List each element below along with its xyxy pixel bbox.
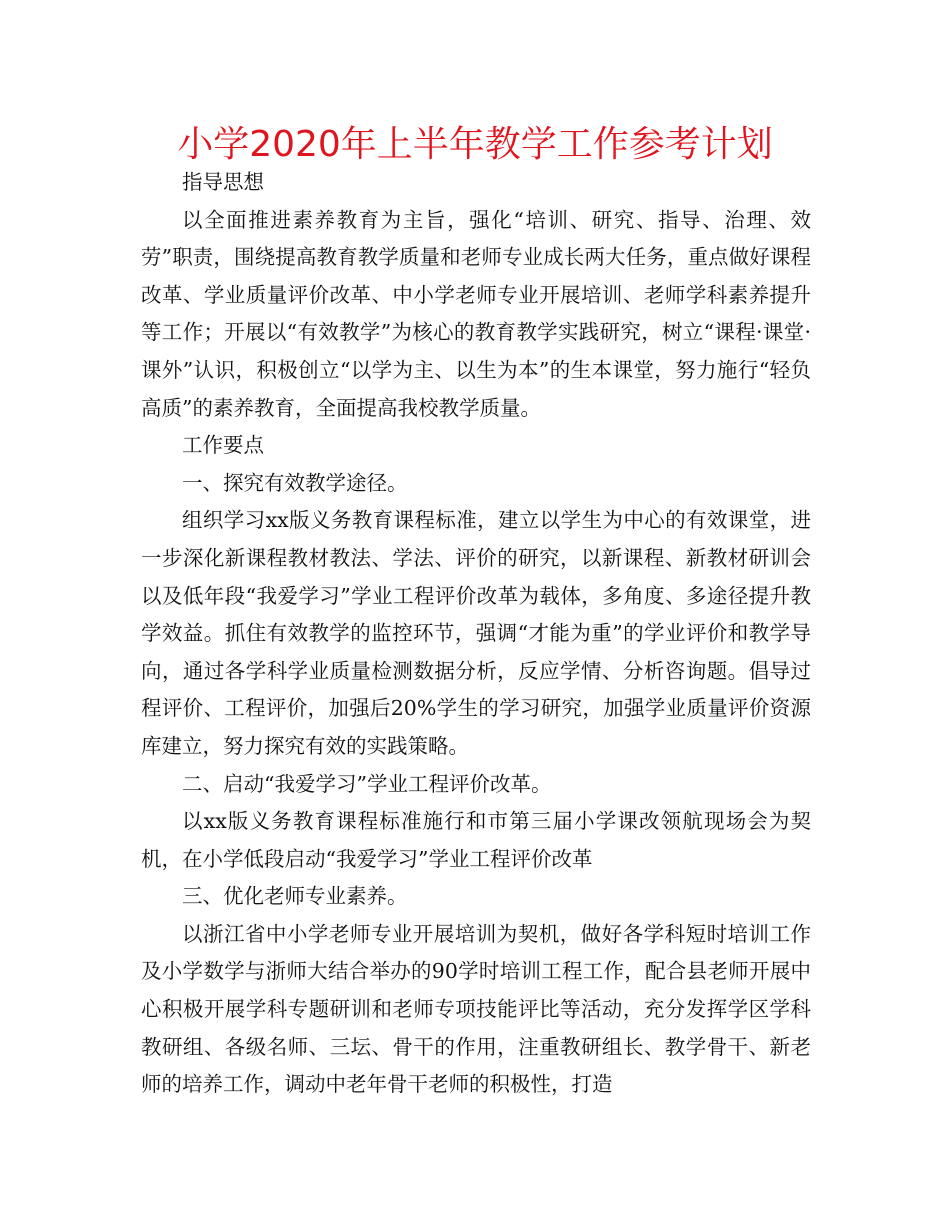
document-title: 小学2020年上半年教学工作参考计划 — [177, 124, 773, 165]
document-body — [141, 164, 811, 1104]
section-heading-2: 二、启动“我爱学习”学业工程评价改革。 — [182, 771, 552, 796]
section-heading-3: 三、优化老师专业素养。 — [182, 884, 408, 909]
section-heading-1: 一、探究有效教学途径。 — [182, 470, 408, 495]
heading-work-points: 工作要点 — [182, 433, 264, 458]
paragraph-section-1: 组织学习xx版义务教育课程标准，建立以学生为中心的有效课堂，进一步深化新课程教材教法、学法、评价的研究，以新课程、新教材研训会以及低年段“我爱学习”学业工程评价改革为载体，多角度、多途径提升教学效益。抓住有效教学的监控环节，强调“才能为重”的学业评价和教学导向，通过各学科学业质量检测数据分析，反应学情、分析咨询题。倡导过程评价、工程评价，加强后20%学生的学习研究，加强学业质量评价资源库建立，努力探究有效的实践策略。 — [141, 508, 811, 758]
paragraph-section-3: 以浙江省中小学老师专业开展培训为契机，做好各学科短时培训工作及小学数学与浙师大结合举办的90学时培训工程工作，配合县老师开展中心积极开展学科专题研训和老师专项技能评比等活动，充分发挥学区学科教研组、各级名师、三坛、骨干的作用，注重教研组长、教学骨干、新老师的培养工作，调动中老年骨干老师的积极性，打造 — [141, 921, 811, 1097]
heading-guiding-ideology: 指导思想 — [182, 170, 264, 194]
paragraph-section-2: 以xx版义务教育课程标准施行和市第三届小学课改领航现场会为契机，在小学低段启动“我爱学习”学业工程评价改革 — [141, 809, 811, 871]
paragraph-guiding-ideology: 以全面推进素养教育为主旨，强化“培训、研究、指导、治理、效劳”职责，围绕提高教育教学质量和老师专业成长两大任务，重点做好课程改革、学业质量评价改革、中小学老师专业开展培训、老师学科素养提升等工作；开展以“有效教学”为核心的教育教学实践研究，树立“课程·课堂·课外”认识，积极创立“以学为主、以生为本”的生本课堂，努力施行“轻负高质”的素养教育，全面提高我校教学质量。 — [141, 207, 811, 420]
